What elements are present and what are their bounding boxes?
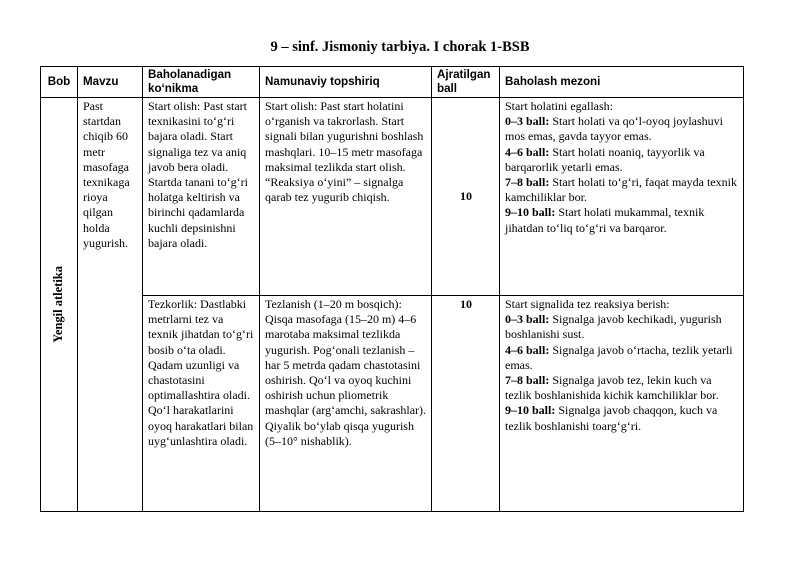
table-header-row bbox=[41, 67, 744, 98]
criterion bbox=[505, 114, 739, 144]
criterion-text: Start holati noaniq, tayyorlik va barqarorlik yetarli emas. bbox=[505, 144, 705, 174]
criterion-text: Start holati mukammal, texnik jihatdan to‘liq to‘g‘ri va barqaror. bbox=[505, 205, 705, 235]
ball-cell: 10 bbox=[432, 296, 500, 512]
criterion bbox=[505, 343, 739, 373]
topshiriq-cell: Start olish: Past start holatini o‘rganish va takrorlash. Start signali bilan yugurishni boshlash mashqlari. 10–15 metr masofaga maksimal tezlikda start olish. “Reaksiya o‘yini” – signalga qarab tez yugurib chiqish. bbox=[260, 98, 432, 296]
criterion-range: 9–10 ball: bbox=[505, 403, 556, 418]
mezon-cell bbox=[500, 98, 744, 296]
konikma-cell: Start olish: Past start texnikasini to‘g‘ri bajara oladi. Start signaliga tez va aniq javob bera oladi. Startda tanani to‘g‘ri holatga keltirish va birinchi qadamlarda kuchli depsinishni bajara oladi. bbox=[143, 98, 260, 296]
criterion-text: Signalga javob kechikadi, yugurish boshlanishi sust. bbox=[505, 312, 722, 342]
criterion bbox=[505, 145, 739, 175]
criterion-text: Signalga javob chaqqon, kuch va tezlik boshlanishi toarg‘g‘ri. bbox=[505, 403, 718, 433]
header-baholanadigan: Baholanadigan ko‘nikma bbox=[143, 67, 260, 98]
header-namunaviy: Namunaviy topshiriq bbox=[260, 67, 432, 98]
criterion-range: 7–8 ball: bbox=[505, 373, 550, 388]
criterion-range: 4–6 ball: bbox=[505, 144, 550, 159]
page-title: 9 – sinf. Jismoniy tarbiya. I chorak 1-BSB bbox=[270, 39, 530, 55]
criterion bbox=[505, 175, 739, 205]
criterion-range: 9–10 ball: bbox=[505, 205, 556, 220]
criterion-text: Signalga javob tez, lekin kuch va tezlik boshlanishida kichik kamchiliklar bor. bbox=[505, 373, 719, 403]
header-mavzu: Mavzu bbox=[78, 67, 143, 98]
table-row bbox=[41, 98, 744, 296]
assessment-table bbox=[40, 66, 744, 512]
criterion bbox=[505, 312, 739, 342]
criterion bbox=[505, 403, 739, 433]
bob-cell bbox=[41, 98, 78, 512]
mezon-cell bbox=[500, 296, 744, 512]
topshiriq-cell: Tezlanish (1–20 m bosqich): Qisqa masofaga (15–20 m) 4–6 marotaba maksimal tezlikda yugurish. Pog‘onali tezlanish – har 5 metrda qadam chastotasini oshirish. Qo‘l va oyoq kuchini oshirish uchun pliometrik mashqlar (arg‘amchi, sakrashlar). Qiyalik bo‘ylab qisqa yugurish (5–10° nishablik). bbox=[260, 296, 432, 512]
table-row bbox=[41, 296, 744, 512]
criterion bbox=[505, 373, 739, 403]
mezon-intro: Start holatini egallash: bbox=[505, 99, 613, 113]
criterion-text: Start holati to‘g‘ri, faqat mayda texnik kamchiliklar bor. bbox=[505, 175, 737, 205]
header-ajratilgan: Ajratilgan ball bbox=[432, 67, 500, 98]
criterion-range: 4–6 ball: bbox=[505, 342, 550, 357]
criterion-range: 7–8 ball: bbox=[505, 175, 550, 190]
konikma-cell: Tezkorlik: Dastlabki metrlarni tez va texnik jihatdan to‘g‘ri bosib o‘ta oladi. Qadam uzunligi va chastotasini optimallashtira oladi. Qo‘l harakatlarini oyoq harakatlari bilan uyg‘unlashtira oladi. bbox=[143, 296, 260, 512]
criterion-text: Signalga javob o‘rtacha, tezlik yetarli emas. bbox=[505, 342, 733, 372]
bob-label: Yengil atletika bbox=[51, 266, 66, 343]
mezon-intro: Start signalida tez reaksiya berish: bbox=[505, 297, 670, 311]
header-mezon: Baholash mezoni bbox=[500, 67, 744, 98]
ball-cell: 10 bbox=[432, 98, 500, 296]
criterion-text: Start holati va qo‘l-oyoq joylashuvi mos emas, gavda tayyor emas. bbox=[505, 114, 723, 144]
criterion-range: 0–3 ball: bbox=[505, 114, 550, 129]
mavzu-cell: Past startdan chiqib 60 metr masofaga texnikaga rioya qilgan holda yugurish. bbox=[78, 98, 143, 512]
criterion-range: 0–3 ball: bbox=[505, 312, 550, 327]
header-bob: Bob bbox=[41, 67, 78, 98]
criterion bbox=[505, 205, 739, 235]
